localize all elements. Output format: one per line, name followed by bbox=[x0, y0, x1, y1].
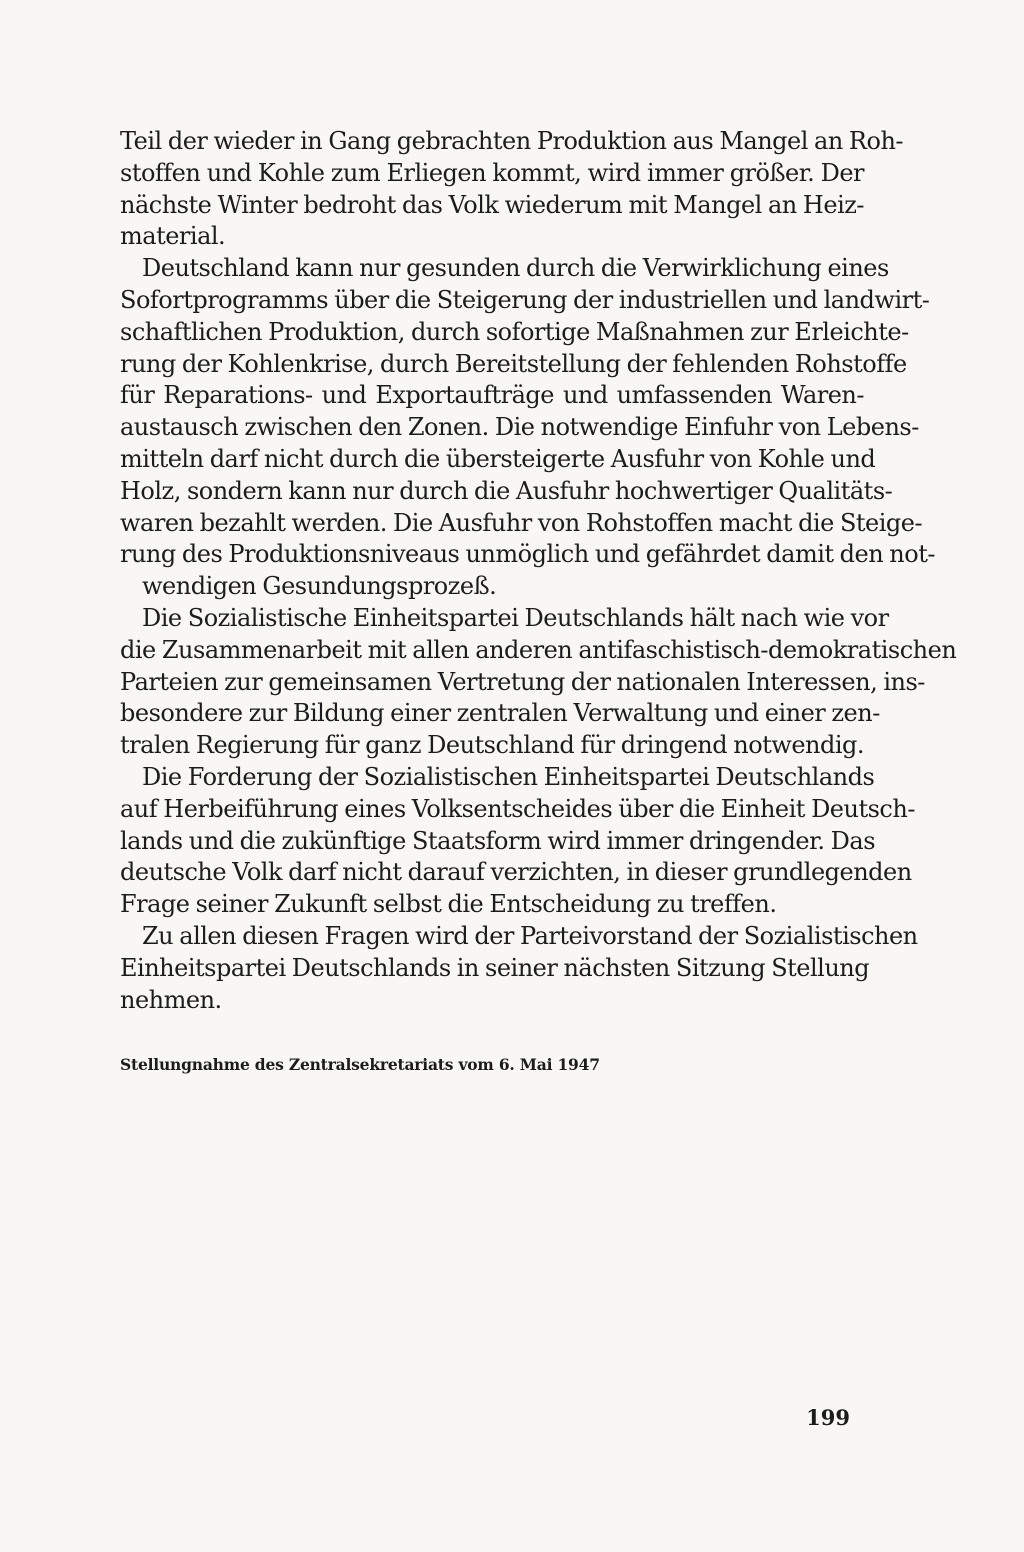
text-line: Deutschland kann nur gesunden durch die Verwirklichung eines bbox=[142, 254, 889, 283]
text-line: mitteln darf nicht durch die übersteigerte Ausfuhr von Kohle und bbox=[120, 444, 876, 473]
text-line: Zu allen diesen Fragen wird der Parteivorstand der Sozialistischen bbox=[142, 921, 918, 950]
text-line: waren bezahlt werden. Die Ausfuhr von Rohstoffen macht die Steige- bbox=[120, 508, 923, 537]
text-line: Parteien zur gemeinsamen Vertretung der nationalen Interessen, ins- bbox=[120, 667, 925, 696]
text-line: nehmen. bbox=[120, 985, 222, 1014]
text-line: material. bbox=[120, 222, 226, 251]
text-line: Sofortprogramms über die Steigerung der industriellen und landwirt- bbox=[120, 285, 930, 314]
text-line: Die Forderung der Sozialistischen Einheitspartei Deutschlands bbox=[142, 762, 875, 791]
text-line: wendigen Gesundungsprozeß. bbox=[142, 572, 497, 601]
text-line: Die Sozialistische Einheitspartei Deutschlands hält nach wie vor bbox=[142, 603, 889, 632]
text-line: besondere zur Bildung einer zentralen Verwaltung und einer zen- bbox=[120, 699, 880, 728]
text-line: lands und die zukünftige Staatsform wird immer dringender. Das bbox=[120, 826, 876, 855]
text-line: stoffen und Kohle zum Erliegen kommt, wird immer größer. Der bbox=[120, 158, 864, 187]
text-line: für Reparations- und Exportaufträge und umfassenden Waren- bbox=[120, 381, 864, 410]
text-line: Frage seiner Zukunft selbst die Entscheidung zu treffen. bbox=[120, 890, 777, 919]
text-line: Einheitspartei Deutschlands in seiner nächsten Sitzung Stellung bbox=[120, 953, 870, 982]
text-line: Teil der wieder in Gang gebrachten Produktion aus Mangel an Roh- bbox=[120, 127, 904, 155]
text-line: schaftlichen Produktion, durch sofortige Maßnahmen zur Erleichte- bbox=[120, 317, 909, 346]
page-number: 199 bbox=[806, 1405, 850, 1430]
text-line: tralen Regierung für ganz Deutschland für dringend notwendig. bbox=[120, 731, 865, 760]
text-line: nächste Winter bedroht das Volk wiederum mit Mangel an Heiz- bbox=[120, 190, 864, 219]
text-line: die Zusammenarbeit mit allen anderen antifaschistisch-demokratischen bbox=[120, 635, 957, 664]
body-text bbox=[120, 126, 957, 1016]
source-note: Stellungnahme des Zentralsekretariats vom 6. Mai 1947 bbox=[120, 1055, 600, 1074]
text-line: Holz, sondern kann nur durch die Ausfuhr hochwertiger Qualitäts- bbox=[120, 476, 893, 505]
text-line: rung des Produktionsniveaus unmöglich und gefährdet damit den not- bbox=[120, 540, 935, 569]
text-line: auf Herbeiführung eines Volksentscheides über die Einheit Deutsch- bbox=[120, 794, 915, 823]
text-line: deutsche Volk darf nicht darauf verzichten, in dieser grundlegenden bbox=[120, 858, 912, 887]
text-line: austausch zwischen den Zonen. Die notwendige Einfuhr von Lebens- bbox=[120, 413, 919, 442]
text-line: rung der Kohlenkrise, durch Bereitstellung der fehlenden Rohstoffe bbox=[120, 349, 907, 378]
